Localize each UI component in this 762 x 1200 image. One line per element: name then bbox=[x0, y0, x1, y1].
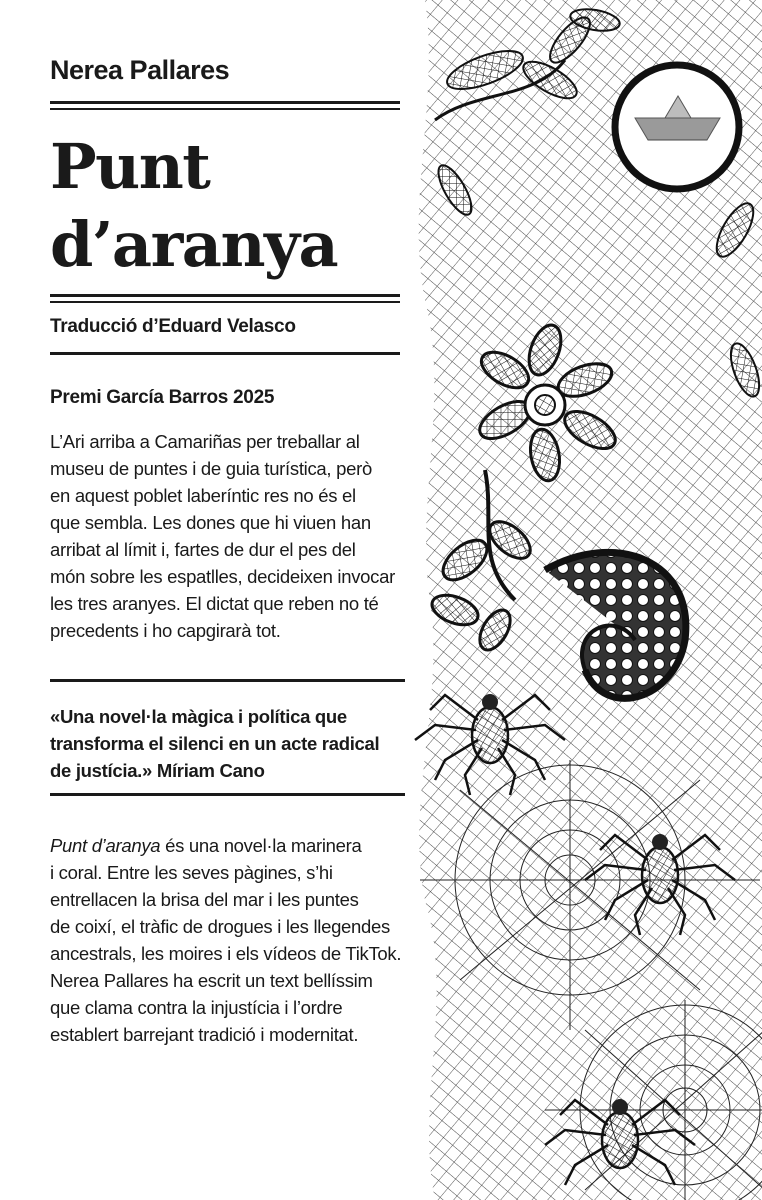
quote-line: transforma el silenci en un acte radical bbox=[50, 733, 380, 754]
synopsis-line: precedents i ho capgirarà tot. bbox=[50, 620, 281, 641]
blurb-title-italic: Punt d’aranya bbox=[50, 835, 161, 856]
paper-boat-icon bbox=[615, 65, 739, 189]
rule-1 bbox=[50, 352, 400, 355]
blurb-line: ancestrals, les moires i els vídeos de TikTok. bbox=[50, 943, 402, 964]
synopsis-line: en aquest poblet laberíntic res no és el bbox=[50, 485, 356, 506]
blurb-line: que clama contra la injustícia i l’ordre bbox=[50, 997, 343, 1018]
synopsis-line: arribat al límit i, fartes de dur el pes del bbox=[50, 539, 356, 560]
book-title-line-2: d’aranya bbox=[50, 208, 338, 281]
blurb-line: Nerea Pallares ha escrit un text bellíssim bbox=[50, 970, 373, 991]
author-name: Nerea Pallares bbox=[50, 55, 230, 85]
book-title-line-1: Punt bbox=[50, 130, 210, 203]
synopsis-line: L’Ari arriba a Camariñas per treballar al bbox=[50, 431, 360, 452]
rule-2 bbox=[50, 679, 405, 682]
synopsis bbox=[50, 428, 395, 644]
award-line: Premi García Barros 2025 bbox=[50, 387, 275, 408]
blurb bbox=[50, 832, 401, 1048]
blurb-line: establert barrejant tradició i modernitat. bbox=[50, 1024, 359, 1045]
quote-line: de justícia.» Míriam Cano bbox=[50, 760, 265, 781]
book-title bbox=[50, 128, 337, 284]
rule-3 bbox=[50, 793, 405, 796]
synopsis-line: món sobre les espatlles, decideixen invocar bbox=[50, 566, 395, 587]
double-rule-bottom bbox=[50, 294, 400, 297]
blurb-line: entrellacen la brisa del mar i les puntes bbox=[50, 889, 359, 910]
translator-credit: Traducció d’Eduard Velasco bbox=[50, 316, 296, 337]
blurb-line-first bbox=[50, 832, 401, 859]
synopsis-line: museu de puntes i de guia turística, però bbox=[50, 458, 372, 479]
blurb-line: i coral. Entre les seves pàgines, s’hi bbox=[50, 862, 333, 883]
quote-line: «Una novel·la màgica i política que bbox=[50, 706, 347, 727]
synopsis-line: les tres aranyes. El dictat que reben no té bbox=[50, 593, 379, 614]
blurb-line: de coixí, el tràfic de drogues i les llegendes bbox=[50, 916, 390, 937]
lace-illustration bbox=[395, 0, 762, 1200]
review-quote bbox=[50, 703, 379, 784]
synopsis-line: que sembla. Les dones que hi viuen han bbox=[50, 512, 371, 533]
double-rule-top bbox=[50, 101, 400, 104]
blurb-line: és una novel·la marinera bbox=[160, 835, 362, 856]
